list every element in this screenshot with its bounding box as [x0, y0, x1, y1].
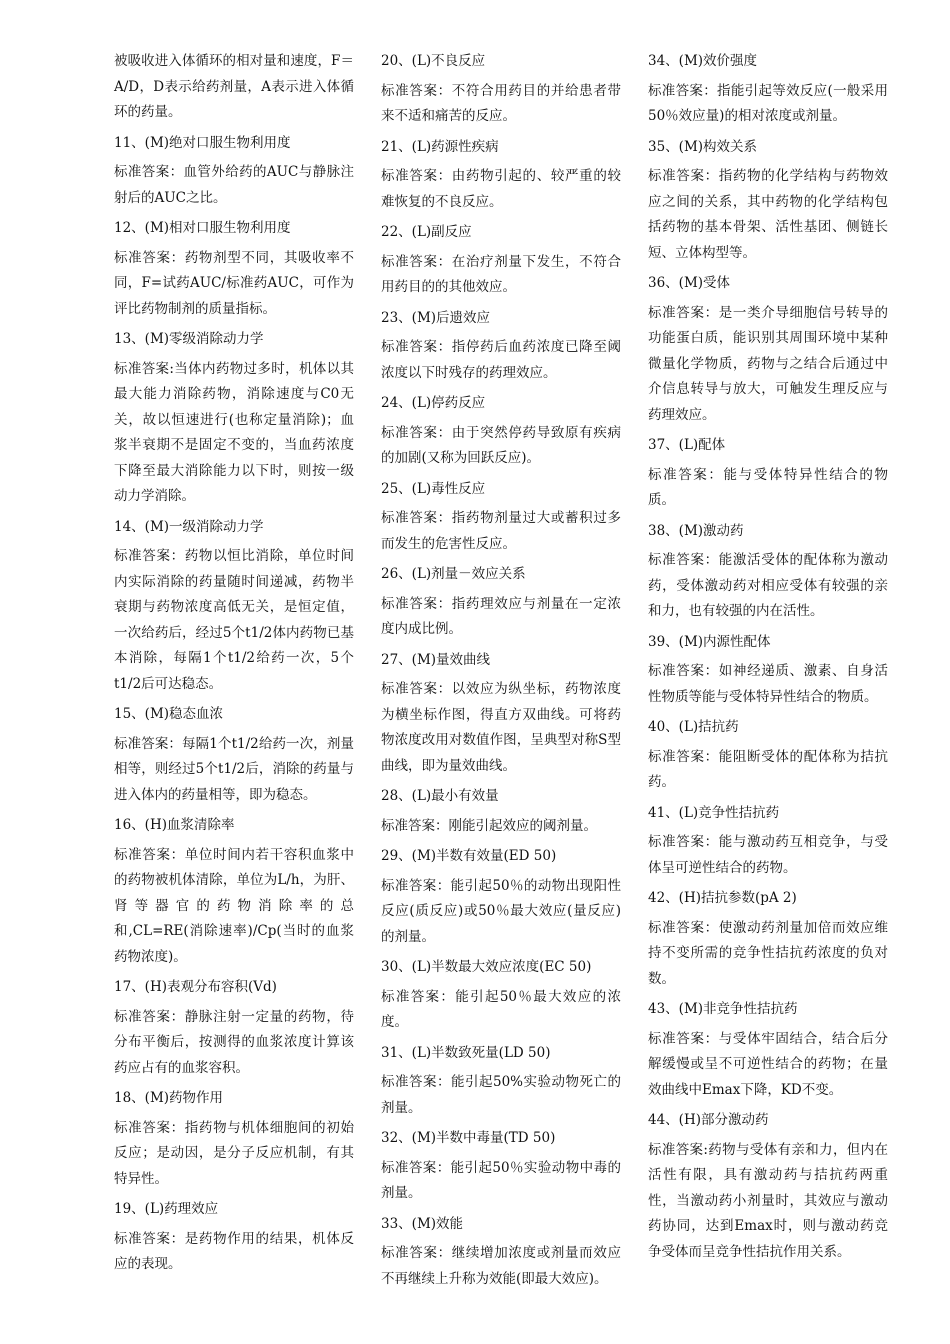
answer-paragraph: 标准答案：血管外给药的AUC与静脉注射后的AUC之比。: [114, 164, 354, 206]
term-heading: 29、(M)半数有效量(ED 50): [381, 848, 557, 864]
answer-paragraph: 标准答案：能与受体特异性结合的物质。: [648, 466, 888, 508]
answer-paragraph: 标准答案:药物与受体有亲和力，但内在活性有限，具有激动药与拮抗药两重性，当激动药小剂量时，其效应与激动药协同，达到Emax时，则与激动药竞争受体而呈竞争性拮抗作用关系。: [648, 1141, 888, 1260]
answer-paragraph: 标准答案：在治疗剂量下发生，不符合用药目的的其他效应。: [381, 253, 621, 295]
answer-paragraph: 标准答案：能引起50%实验动物死亡的剂量。: [381, 1074, 621, 1116]
term-heading: 17、(H)表观分布容积(Vd): [114, 979, 277, 995]
term-heading: 37、(L)配体: [648, 437, 726, 453]
term-heading: 16、(H)血浆清除率: [114, 817, 235, 833]
column-1: [114, 49, 354, 1283]
term-heading: 35、(M)构效关系: [648, 138, 758, 155]
answer-paragraph: 标准答案：指药物与机体细胞间的初始反应；是动因，是分子反应机制，有其特异性。: [114, 1119, 354, 1187]
term-heading: 41、(L)竞争性拮抗药: [648, 804, 780, 821]
term-heading: 42、(H)拮抗参数(pA 2): [648, 890, 797, 906]
answer-paragraph: 标准答案：使激动药剂量加倍而效应维持不变所需的竞争性拮抗药浓度的负对数。: [648, 919, 888, 987]
term-heading: 20、(L)不良反应: [381, 53, 486, 69]
answer-paragraph: 标准答案：指药物的化学结构与药物效应之间的关系，其中药物的化学结构包括药物的基本骨架、活性基团、侧链长短、立体构型等。: [648, 168, 888, 261]
term-heading: 18、(M)药物作用: [114, 1090, 224, 1106]
answer-paragraph: 标准答案：指能引起等效反应(一般采用50％效应量)的相对浓度或剂量。: [648, 82, 888, 124]
answer-paragraph: 标准答案：是一类介导细胞信号转导的功能蛋白质，能识别其周围环境中某种微量化学物质，药物与之结合后通过中介信息转导与放大，可触发生理反应与药理效应。: [648, 304, 888, 423]
answer-paragraph: 标准答案:当体内药物过多时，机体以其最大能力消除药物，消除速度与C0无关，故以恒速进行(也称定量消除)；血浆半衰期不是固定不变的，当血药浓度下降至最大消除能力以下时，则按一级动力学消除。: [114, 360, 354, 504]
term-heading: 34、(M)效价强度: [648, 53, 758, 69]
answer-paragraph: 标准答案：单位时间内若干容积血浆中的药物被机体清除，单位为L/h，为肝、肾等器官的药物消除率的总和,CL=RE(消除速率)/Cp(当时的血浆药物浓度)。: [114, 846, 354, 965]
answer-paragraph: 标准答案：不符合用药目的并给患者带来不适和痛苦的反应。: [381, 82, 621, 124]
term-heading: 23、(M)后遗效应: [381, 309, 491, 326]
term-heading: 32、(M)半数中毒量(TD 50): [381, 1130, 556, 1146]
answer-paragraph: 标准答案：与受体牢固结合，结合后分解缓慢或呈不可逆性结合的药物；在量效曲线中Emax下降，KD不变。: [648, 1030, 888, 1098]
term-heading: 26、(L)剂量－效应关系: [381, 566, 526, 582]
term-heading: 31、(L)半数致死量(LD 50): [381, 1044, 551, 1061]
term-heading: 13、(M)零级消除动力学: [114, 331, 264, 347]
answer-paragraph: 标准答案：继续增加浓度或剂量而效应不再继续上升称为效能(即最大效应)。: [381, 1245, 621, 1287]
answer-paragraph: 标准答案：能引起50％实验动物中毒的剂量。: [381, 1159, 621, 1201]
answer-paragraph: 标准答案：能与激动药互相竞争，与受体呈可逆性结合的药物。: [648, 834, 888, 876]
term-heading: 30、(L)半数最大效应浓度(EC 50): [381, 959, 592, 975]
term-heading: 25、(L)毒性反应: [381, 480, 486, 497]
column-3: [648, 49, 888, 1270]
term-heading: 11、(M)绝对口服生物利用度: [114, 134, 291, 151]
term-heading: 24、(L)停药反应: [381, 395, 486, 411]
answer-paragraph: 标准答案：能引起50％的动物出现阳性反应(质反应)或50％最大效应(量反应)的剂量。: [381, 877, 621, 945]
term-heading: 38、(M)激动药: [648, 522, 744, 539]
answer-paragraph: 标准答案：每隔1个t1/2给药一次，剂量相等，则经过5个t1/2后，消除的药量与进入体内的药量相等，即为稳态。: [114, 735, 354, 803]
answer-paragraph: 标准答案：静脉注射一定量的药物，待分布平衡后，按测得的血浆浓度计算该药应占有的血浆容积。: [114, 1008, 354, 1076]
term-heading: 12、(M)相对口服生物利用度: [114, 220, 291, 236]
answer-paragraph: 标准答案：以效应为纵坐标，药物浓度为横坐标作图，得直方双曲线。可将药物浓度改用对数值作图，呈典型对称S型曲线，即为量效曲线。: [381, 681, 621, 774]
answer-paragraph: 标准答案：药物以恒比消除，单位时间内实际消除的药量随时间递减，药物半衰期与药物浓度高低无关，是恒定值，一次给药后，经过5个t1/2体内药物已基本消除，每隔1个t1/2给药一次，5个t1/2后可达稳态。: [114, 548, 354, 692]
term-heading: 22、(L)副反应: [381, 224, 472, 240]
answer-paragraph: 标准答案：由于突然停药导致原有疾病的加剧(又称为回跃反应)。: [381, 424, 621, 466]
term-heading: 19、(L)药理效应: [114, 1201, 219, 1217]
term-heading: 21、(L)药源性疾病: [381, 138, 499, 155]
term-heading: 14、(M)一级消除动力学: [114, 518, 264, 535]
term-heading: 27、(M)量效曲线: [381, 651, 491, 668]
column-2: [381, 49, 621, 1297]
answer-paragraph: 标准答案：指药物剂量过大或蓄积过多而发生的危害性反应。: [381, 510, 621, 552]
answer-paragraph: 标准答案：能引起50％最大效应的浓度。: [381, 988, 621, 1030]
answer-paragraph: 标准答案：由药物引起的、较严重的较难恢复的不良反应。: [381, 168, 621, 210]
answer-paragraph: 标准答案：刚能引起效应的阈剂量。: [381, 817, 597, 834]
answer-paragraph: 被吸收进入体循环的相对量和速度，F＝A/D，D表示给药剂量，A表示进入体循环的药量。: [114, 53, 354, 120]
answer-paragraph: 标准答案：是药物作用的结果，机体反应的表现。: [114, 1230, 354, 1272]
term-heading: 33、(M)效能: [381, 1215, 464, 1232]
term-heading: 44、(H)部分激动药: [648, 1112, 769, 1128]
answer-paragraph: 标准答案：能阻断受体的配体称为拮抗药。: [648, 748, 888, 790]
answer-paragraph: 标准答案：药物剂型不同，其吸收率不同，F=试药AUC/标准药AUC，可作为评比药物制剂的质量指标。: [114, 249, 354, 317]
term-heading: 40、(L)拮抗药: [648, 719, 739, 735]
answer-paragraph: 标准答案：指药理效应与剂量在一定浓度内成比例。: [381, 595, 621, 637]
term-heading: 39、(M)内源性配体: [648, 633, 771, 650]
term-heading: 15、(M)稳态血浓: [114, 706, 224, 722]
term-heading: 28、(L)最小有效量: [381, 788, 499, 804]
answer-paragraph: 标准答案：指停药后血药浓度已降至阈浓度以下时残存的药理效应。: [381, 339, 621, 381]
answer-paragraph: 标准答案：如神经递质、激素、自身活性物质等能与受体特异性结合的物质。: [648, 663, 888, 705]
term-heading: 36、(M)受体: [648, 275, 731, 291]
term-heading: 43、(M)非竞争性拮抗药: [648, 1001, 798, 1017]
answer-paragraph: 标准答案：能激活受体的配体称为激动药，受体激动药对相应受体有较强的亲和力，也有较强的内在活性。: [648, 552, 888, 619]
